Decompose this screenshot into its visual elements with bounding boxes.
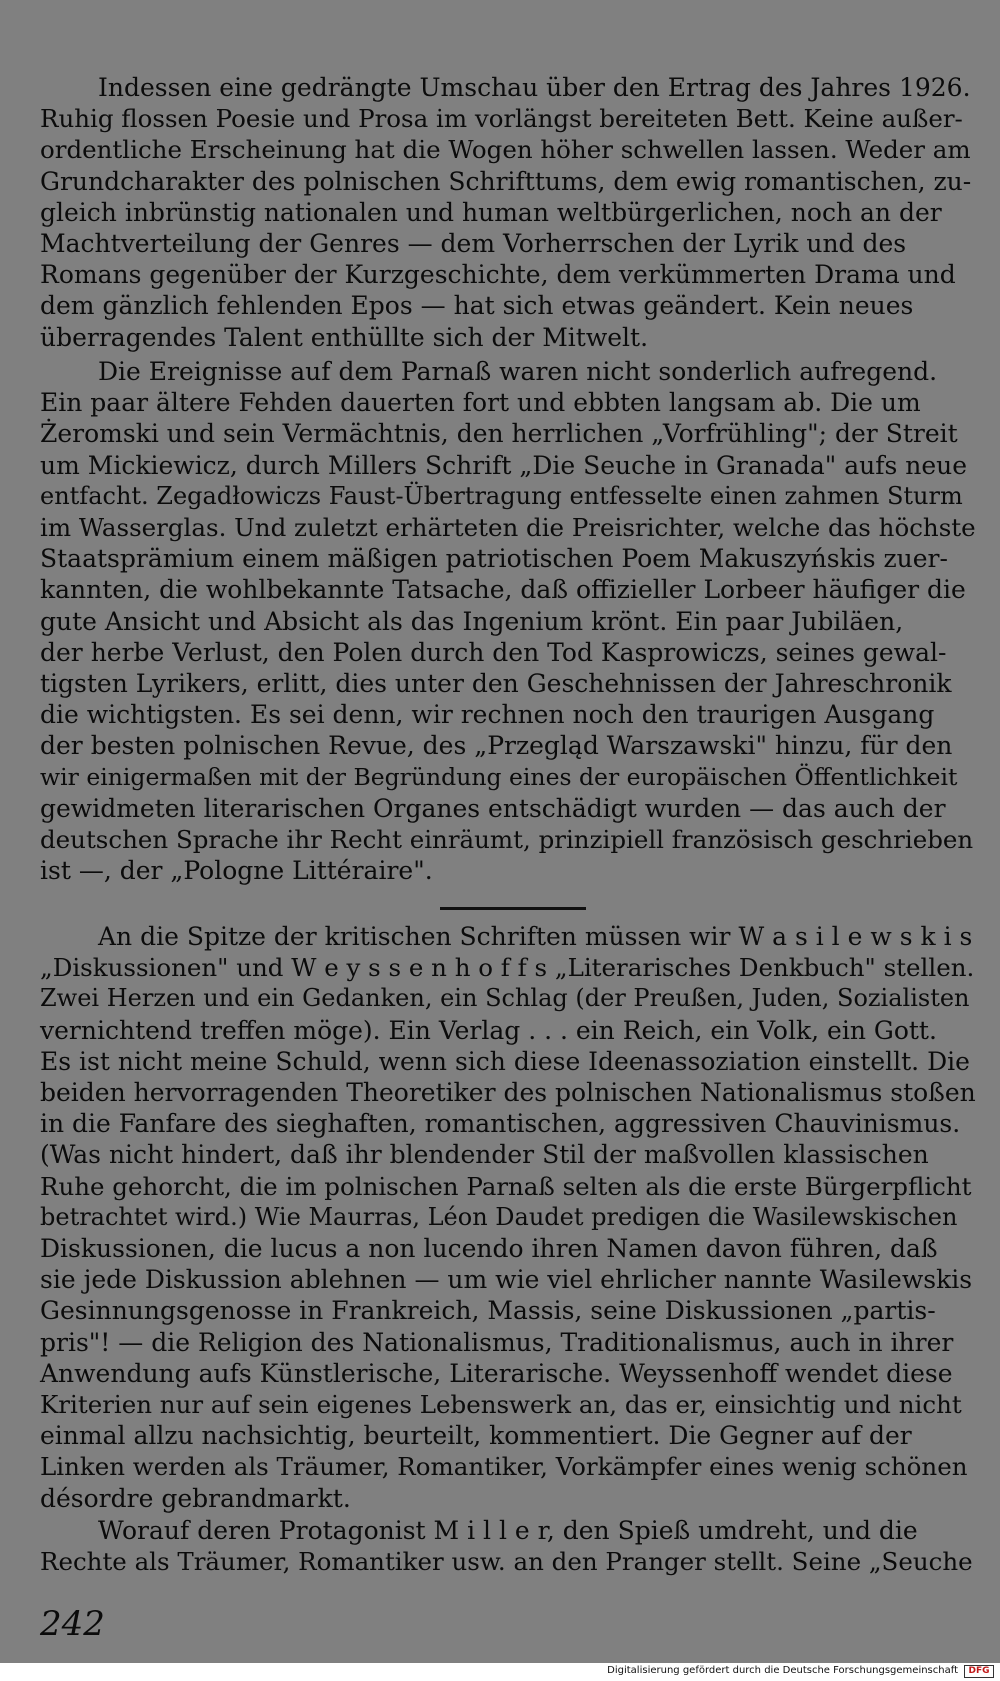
text-line: gleich inbrünstig nationalen und human weltbürgerlichen, noch an der [40,197,942,227]
paragraph-critical-writings [40,921,976,1514]
paragraph-overview [40,72,976,353]
text-line: Die Ereignisse auf dem Parnaß waren nicht sonderlich aufregend. [98,357,938,386]
digitization-footer [0,1663,1000,1681]
text-line: gewidmeten literarischen Organes entschädigt wurden — das auch der [40,793,946,823]
section-divider [440,907,586,910]
text-line: Indessen eine gedrängte Umschau über den Ertrag des Jahres 1926. [98,73,971,102]
text-line: vernichtend treffen möge). Ein Verlag . . . ein Reich, ein Volk, ein Gott. [40,1015,937,1045]
text-line: Ein paar ältere Fehden dauerten fort und ebbten langsam ab. Die um [40,388,921,418]
text-line: der herbe Verlust, den Polen durch den Tod Kasprowiczs, seines gewal- [40,637,947,667]
dfg-logo-icon: DFG [964,1665,994,1678]
text-line: Diskussionen, die lucus a non lucendo ihren Namen davon führen, daß [40,1234,938,1264]
text-line: Machtverteilung der Genres — dem Vorherrschen der Lyrik und des [40,229,907,259]
text-line: ist —, der „Pologne Littéraire". [40,856,433,886]
text-line: in die Fanfare des sieghaften, romantischen, aggressiven Chauvinismus. [40,1109,961,1139]
page-number: 242 [40,1604,105,1644]
text-line: um Mickiewicz, durch Millers Schrift „Die Seuche in Granada" aufs neue [40,450,968,480]
text-line: die wichtigsten. Es sei denn, wir rechnen noch den traurigen Ausgang [40,700,935,730]
text-line: „Diskussionen" und W e y s s e n h o f f s „Literarisches Denkbuch" stellen. [40,953,975,983]
paragraph-parnassus-events [40,356,976,886]
text-line: Ruhig flossen Poesie und Prosa im vorlängst bereiteten Bett. Keine außer- [40,104,963,134]
text-line: ordentliche Erscheinung hat die Wogen höher schwellen lassen. Weder am [40,135,971,165]
text-line: gute Ansicht und Absicht als das Ingenium krönt. Ein paar Jubiläen, [40,606,904,636]
text-line: Zwei Herzen und ein Gedanken, ein Schlag (der Preußen, Juden, Sozialisten [40,984,970,1013]
text-line: Rechte als Träumer, Romantiker usw. an den Pranger stellt. Seine „Seuche [40,1547,973,1577]
text-line: An die Spitze der kritischen Schriften müssen wir W a s i l e w s k i s [98,922,973,951]
text-line: der besten polnischen Revue, des „Przegląd Warszawski" hinzu, für den [40,731,953,761]
text-line: dem gänzlich fehlenden Epos — hat sich etwas geändert. Kein neues [40,291,914,321]
text-line: Romans gegenüber der Kurzgeschichte, dem verkümmerten Drama und [40,260,956,290]
text-line: Es ist nicht meine Schuld, wenn sich diese Ideenassoziation einstellt. Die [40,1046,970,1076]
text-line: désordre gebrandmarkt. [40,1483,351,1513]
text-line: einmal allzu nachsichtig, beurteilt, kommentiert. Die Gegner auf der [40,1421,912,1451]
paragraph-miller [40,1515,976,1577]
text-line: Staatsprämium einem mäßigen patriotischen Poem Makuszyńskis zuer- [40,544,948,574]
text-line: kannten, die wohlbekannte Tatsache, daß offizieller Lorbeer häufiger die [40,575,966,605]
text-line: beiden hervorragenden Theoretiker des polnischen Nationalismus stoßen [40,1078,976,1108]
text-line: (Was nicht hindert, daß ihr blendender Stil der maßvollen klassischen [40,1140,929,1170]
text-line: Worauf deren Protagonist M i l l e r, den Spieß umdreht, und die [98,1516,918,1545]
text-line: tigsten Lyrikers, erlitt, dies unter den Geschehnissen der Jahreschronik [40,669,952,699]
text-line: Linken werden als Träumer, Romantiker, Vorkämpfer eines wenig schönen [40,1452,968,1482]
footer-credit: Digitalisierung gefördert durch die Deutsche Forschungsgemeinschaft [607,1665,958,1676]
text-line: Anwendung aufs Künstlerische, Literarische. Weyssenhoff wendet diese [40,1358,953,1388]
text-line: wir einigermaßen mit der Begründung eines der europäischen Öffentlichkeit [40,762,958,791]
text-line: Gesinnungsgenosse in Frankreich, Massis, seine Diskussionen „partis- [40,1296,936,1326]
text-line: überragendes Talent enthüllte sich der Mitwelt. [40,322,649,352]
text-line: entfacht. Zegadłowiczs Faust-Übertragung entfesselte einen zahmen Sturm [40,481,963,510]
text-line: sie jede Diskussion ablehnen — um wie viel ehrlicher nannte Wasilewskis [40,1265,973,1295]
text-line: im Wasserglas. Und zuletzt erhärteten die Preisrichter, welche das höchste [40,513,976,543]
text-line: Ruhe gehorcht, die im polnischen Parnaß selten als die erste Bürgerpflicht [40,1171,972,1201]
text-line: deutschen Sprache ihr Recht einräumt, prinzipiell französisch geschrieben [40,825,974,855]
text-line: pris"! — die Religion des Nationalismus, Traditionalismus, auch in ihrer [40,1327,954,1357]
text-line: Kriterien nur auf sein eigenes Lebenswerk an, das er, einsichtig und nicht [40,1390,962,1420]
text-line: Żeromski und sein Vermächtnis, den herrlichen „Vorfrühling"; der Streit [40,419,958,449]
text-line: Grundcharakter des polnischen Schrifttums, dem ewig romantischen, zu- [40,166,972,196]
text-line: betrachtet wird.) Wie Maurras, Léon Daudet predigen die Wasilewskischen [40,1202,958,1231]
